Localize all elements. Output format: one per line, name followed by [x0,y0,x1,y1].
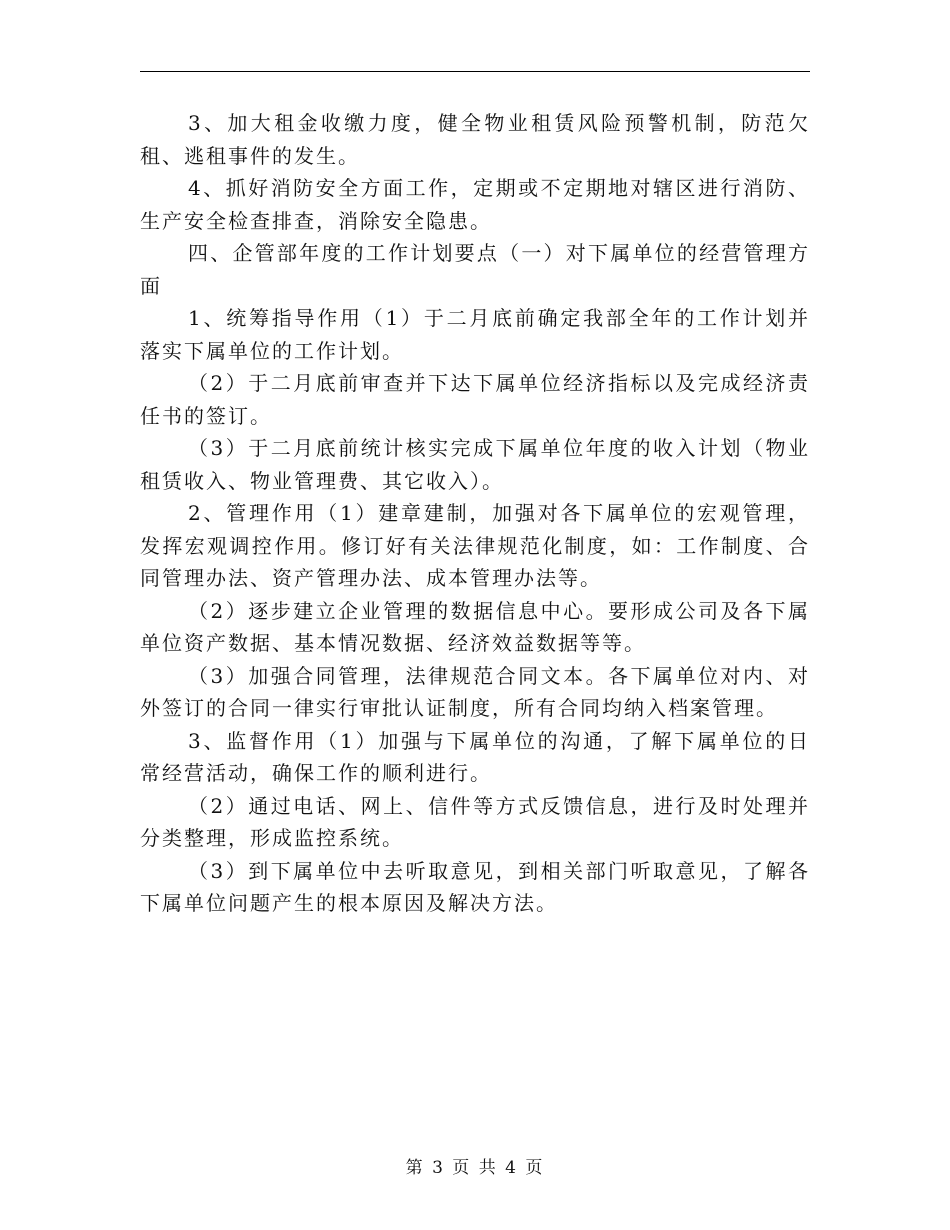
page-number-footer: 第 3 页 共 4 页 [405,1158,545,1178]
document-body [140,107,810,920]
paragraph-supervision: 3、监督作用（1）加强与下属单位的沟通，了解下属单位的日常经营活动，确保工作的顺利进行。 [140,728,810,785]
paragraph-fire-safety: 4、抓好消防安全方面工作，定期或不定期地对辖区进行消防、生产安全检查排查，消除安全隐患。 [140,176,810,233]
paragraph-management-3: （3）加强合同管理，法律规范合同文本。各下属单位对内、对外签订的合同一律实行审批认证制度，所有合同均纳入档案管理。 [140,663,810,720]
paragraph-section-heading: 四、企管部年度的工作计划要点（一）对下属单位的经营管理方面 [140,241,810,298]
paragraph-management: 2、管理作用（1）建章建制，加强对各下属单位的宏观管理，发挥宏观调控作用。修订好有关法律规范化制度，如：工作制度、合同管理办法、资产管理办法、成本管理办法等。 [140,501,810,590]
paragraph-rent-collection: 3、加大租金收缴力度，健全物业租赁风险预警机制，防范欠租、逃租事件的发生。 [140,111,810,168]
paragraph-coordination-2: （2）于二月底前审查并下达下属单位经济指标以及完成经济责任书的签订。 [140,371,810,428]
paragraph-supervision-3: （3）到下属单位中去听取意见，到相关部门听取意见，了解各下属单位问题产生的根本原因及解决方法。 [140,858,810,915]
paragraph-supervision-2: （2）通过电话、网上、信件等方式反馈信息，进行及时处理并分类整理，形成监控系统。 [140,793,810,850]
paragraph-coordination-3: （3）于二月底前统计核实完成下属单位年度的收入计划（物业租赁收入、物业管理费、其它收入）。 [140,436,810,493]
paragraph-management-2: （2）逐步建立企业管理的数据信息中心。要形成公司及各下属单位资产数据、基本情况数据、经济效益数据等等。 [140,598,810,655]
header-rule [140,71,810,72]
paragraph-coordination: 1、统筹指导作用（1）于二月底前确定我部全年的工作计划并落实下属单位的工作计划。 [140,306,810,363]
